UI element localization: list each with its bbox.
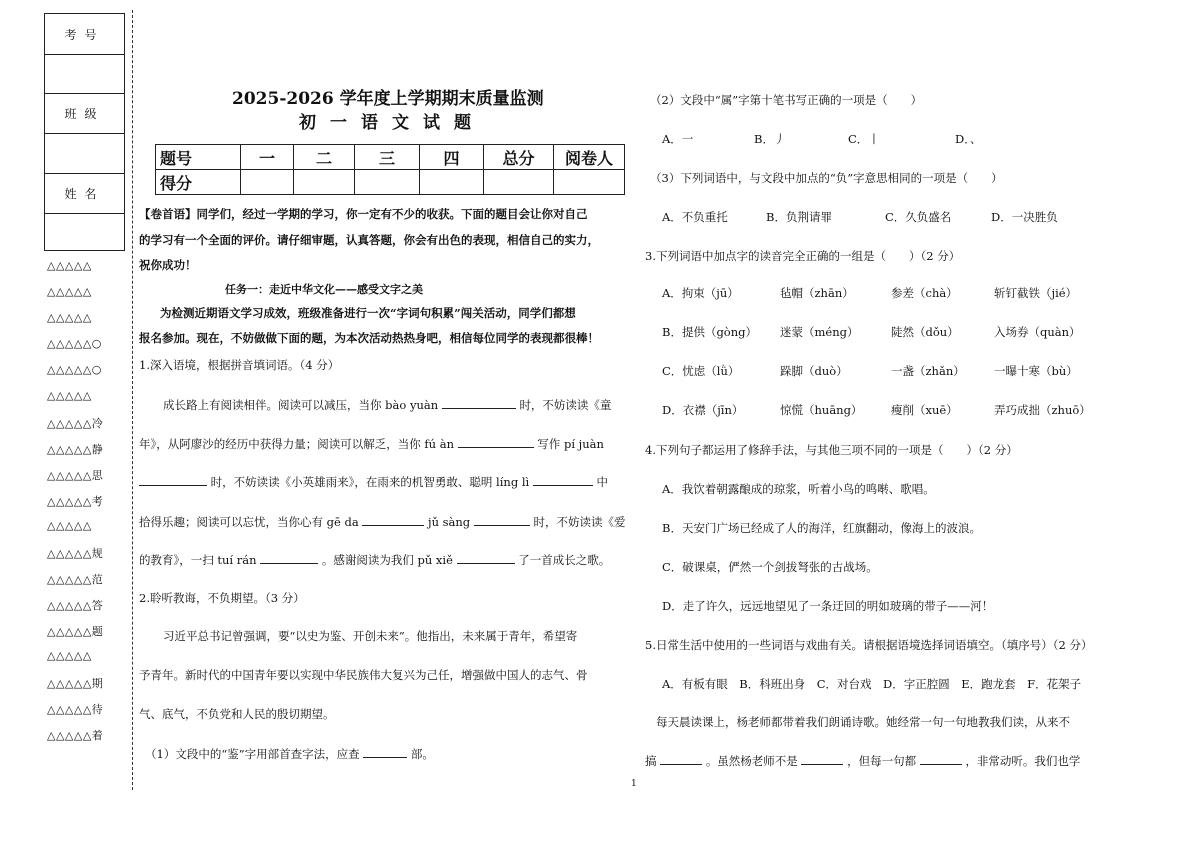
seal-line: △△△△△ xyxy=(47,519,92,532)
q2-sub3-option[interactable]: B．负荆请罪 xyxy=(766,210,832,224)
q5-options: A．有板有眼 B．科班出身 C．对台戏 D．字正腔圆 E．跑龙套 F．花架子 xyxy=(662,677,1082,691)
q3-option[interactable]: B．提供（gòng） xyxy=(662,325,758,339)
name-field[interactable] xyxy=(45,213,124,252)
seal-line: △△△△△冷 xyxy=(47,417,104,430)
seal-line: △△△△△范 xyxy=(47,573,104,586)
q4-option[interactable]: A．我饮着朝露酿成的琼浆，听着小鸟的鸣啭、歌唱。 xyxy=(662,482,935,496)
seal-line: △△△△△规 xyxy=(47,547,104,560)
q2-passage-line: 习近平总书记曾强调，要“以史为鉴、开创未来”。他指出，未来属于青年，希望寄 xyxy=(163,629,578,643)
q3-option-word: 一曝十寒（bù） xyxy=(994,364,1078,378)
score-input-cell[interactable] xyxy=(241,170,294,195)
seal-line: △△△△△待 xyxy=(47,703,104,716)
preface-line xyxy=(139,206,588,222)
seal-line: △△△△△○ xyxy=(47,337,102,350)
exam-number-label: 考号 xyxy=(64,27,105,42)
q1-text: 成长路上有阅读相伴。阅读可以减压，当你 bào yuàn xyxy=(163,398,439,412)
score-header-cell: 阅卷人 xyxy=(554,145,625,170)
seal-line: △△△△△○ xyxy=(47,363,102,376)
preface-text: 同学们，经过一学期的学习，你一定有不少的收获。下面的题目会让你对自己 xyxy=(196,207,588,221)
class-label: 班级 xyxy=(45,93,124,133)
seal-line: △△△△△期 xyxy=(47,677,104,690)
score-table-header-row xyxy=(156,145,625,170)
q1-text: 。感谢阅读为我们 pǔ xiě xyxy=(321,553,453,567)
q5-text: ，但每一句都 xyxy=(847,754,917,768)
question-2-stem: 2.聆听教诲，不负期望。（3 分） xyxy=(139,591,305,605)
q3-option-word: 一盏（zhǎn） xyxy=(891,364,965,378)
q1-line xyxy=(139,514,625,530)
task-intro-line: 报名参加。现在，不妨做做下面的题，为本次活动热热身吧，相信每位同学的表现都很棒！ xyxy=(139,331,599,345)
score-header-cell: 三 xyxy=(355,145,420,170)
seal-line: △△△△△ xyxy=(47,389,92,402)
q1-answer-blank[interactable] xyxy=(362,514,424,526)
seal-line: △△△△△思 xyxy=(47,469,104,482)
q2-sub3-option[interactable]: A．不负重托 xyxy=(662,210,728,224)
score-input-cell[interactable] xyxy=(355,170,420,195)
question-5-stem: 5.日常生活中使用的一些词语与戏曲有关。请根据语境选择词语填空。（填序号）（2 分） xyxy=(645,638,1093,652)
q1-text: 中 xyxy=(596,475,609,489)
q1-answer-blank[interactable] xyxy=(442,397,516,409)
q3-option-word: 跺脚（duò） xyxy=(780,364,848,378)
q2-sub1-text: 部。 xyxy=(410,747,434,761)
score-input-cell[interactable] xyxy=(294,170,355,195)
seal-line: △△△△△题 xyxy=(47,625,104,638)
q3-option-word: 瘦削（xuē） xyxy=(891,403,958,417)
q1-text: 了一首成长之歌。 xyxy=(518,553,611,567)
q3-option-word: 斩钉截铁（jié） xyxy=(994,286,1078,300)
q1-line xyxy=(139,474,608,490)
seal-line: △△△△△ xyxy=(47,285,92,298)
exam-subtitle: 初一语文试题 xyxy=(299,113,485,133)
q1-line xyxy=(139,552,610,568)
q3-option-word: 惊慌（huāng） xyxy=(780,403,863,417)
task-title: 任务一：走近中华文化——感受文字之美 xyxy=(225,283,423,296)
q1-text: 的教育》，一扫 tuí rán xyxy=(139,553,257,567)
q5-answer-blank[interactable] xyxy=(660,753,702,765)
q5-answer-blank[interactable] xyxy=(920,753,962,765)
q2-sub2-option[interactable]: A．一 xyxy=(662,132,694,146)
seal-line: △△△△△静 xyxy=(47,443,104,456)
q4-option[interactable]: B．天安门广场已经成了人的海洋，红旗翻动，像海上的波浪。 xyxy=(662,521,981,535)
score-header-cell: 四 xyxy=(420,145,484,170)
q2-sub1-text: （1）文段中的“鉴”字用部首查字法，应查 xyxy=(145,747,360,761)
q1-line xyxy=(163,397,611,413)
q2-sub1 xyxy=(145,746,434,762)
q5-text: 。虽然杨老师不是 xyxy=(705,754,798,768)
q2-sub2: （2）文段中“属”字第十笔书写正确的一项是（ ） xyxy=(650,93,923,107)
q5-text: ，非常动听。我们也学 xyxy=(965,754,1081,768)
q2-sub3-option[interactable]: D．一决胜负 xyxy=(991,210,1058,224)
page-number: 1 xyxy=(631,779,637,789)
seal-line: △△△△△着 xyxy=(47,729,104,742)
q2-sub2-option[interactable]: B．丿 xyxy=(754,132,786,146)
score-input-cell[interactable] xyxy=(420,170,484,195)
q2-sub2-option[interactable]: D．、 xyxy=(955,132,982,146)
student-info-box xyxy=(44,13,125,251)
score-header-cell: 二 xyxy=(294,145,355,170)
q1-answer-blank[interactable] xyxy=(533,474,593,486)
seal-line: △△△△△考 xyxy=(47,495,104,508)
q1-text: 拾得乐趣；阅读可以忘忧，当你心有 gē da xyxy=(139,515,359,529)
q2-passage-line: 气、底气，不负党和人民的殷切期望。 xyxy=(139,707,335,721)
seal-line: △△△△△ xyxy=(47,649,92,662)
class-field[interactable] xyxy=(45,133,124,173)
seal-line: △△△△△ xyxy=(47,259,92,272)
q4-option[interactable]: C．破课桌，俨然一个剑拔弩张的古战场。 xyxy=(662,560,878,574)
exam-title: 2025-2026 学年度上学期期末质量监测 xyxy=(232,89,544,109)
score-header-cell: 一 xyxy=(241,145,294,170)
q1-text: 时，不妨读读《童 xyxy=(519,398,612,412)
seal-line: △△△△△ xyxy=(47,311,92,324)
score-input-cell[interactable] xyxy=(484,170,554,195)
q5-passage-line: 每天晨读课上，杨老师都带着我们朗诵诗歌。她经常一句一句地教我们读，从来不 xyxy=(656,715,1070,729)
question-3-stem: 3.下列词语中加点字的读音完全正确的一组是（ ）（2 分） xyxy=(645,249,961,263)
score-table xyxy=(155,144,625,195)
q5-text: 搞 xyxy=(645,754,657,768)
q1-answer-blank[interactable] xyxy=(474,514,530,526)
q3-option-word: 迷蒙（méng） xyxy=(780,325,859,339)
q2-sub3-option[interactable]: C．久负盛名 xyxy=(885,210,952,224)
q1-text: 时，不妨读读《小英雄雨来》，在雨来的机智勇敢、聪明 líng lì xyxy=(210,475,530,489)
question-1-stem: 1.深入语境，根据拼音填词语。（4 分） xyxy=(139,358,340,372)
score-table-score-row xyxy=(156,170,625,195)
question-4-stem: 4.下列句子都运用了修辞手法，与其他三项不同的一项是（ ）（2 分） xyxy=(645,443,1018,457)
score-row-label: 得分 xyxy=(156,170,241,195)
q1-answer-blank[interactable] xyxy=(139,474,207,486)
q3-option-word: 入场券（quàn） xyxy=(994,325,1081,339)
exam-number-field[interactable] xyxy=(45,54,124,93)
q1-text: 年》，从阿廖沙的经历中获得力量；阅读可以解乏，当你 fú àn xyxy=(139,437,454,451)
q2-sub2-option[interactable]: C．丨 xyxy=(848,132,880,146)
q3-option-word: 弄巧成拙（zhuō） xyxy=(994,403,1091,417)
preface-line: 的学习有一个全面的评价。请仔细审题，认真答题，你会有出色的表现，相信自己的实力， xyxy=(139,233,599,247)
q5-passage-line xyxy=(645,753,1080,769)
q1-text: 写作 pí juàn xyxy=(537,437,604,451)
q1-text: jǔ sàng xyxy=(428,515,471,529)
q5-answer-blank[interactable] xyxy=(801,753,843,765)
q3-option-word: 陡然（dǒu） xyxy=(891,325,959,339)
q1-answer-blank[interactable] xyxy=(260,552,318,564)
q3-option-word: 参差（chà） xyxy=(891,286,958,300)
score-input-cell[interactable] xyxy=(554,170,625,195)
score-header-cell: 题号 xyxy=(156,145,241,170)
score-header-cell: 总分 xyxy=(484,145,554,170)
q1-answer-blank[interactable] xyxy=(457,552,515,564)
q3-option[interactable]: C．忧虑（lǜ） xyxy=(662,364,740,378)
q3-option[interactable]: A．拘束（jū） xyxy=(662,286,739,300)
name-label: 姓名 xyxy=(45,173,124,213)
q1-line xyxy=(139,436,604,452)
q1-answer-blank[interactable] xyxy=(458,436,534,448)
q2-sub3: （3）下列词语中，与文段中加点的“负”字意思相同的一项是（ ） xyxy=(650,171,1003,185)
seal-line: △△△△△答 xyxy=(47,599,104,612)
q3-option[interactable]: D．衣襟（jīn） xyxy=(662,403,744,417)
preface-lead: 【卷首语】 xyxy=(139,207,197,221)
task-intro-line: 为检测近期语文学习成效，班级准备进行一次“字词句积累”闯关活动，同学们都想 xyxy=(160,306,576,320)
preface-line: 祝你成功！ xyxy=(139,258,197,272)
binding-cut-line xyxy=(132,10,133,790)
q2-sub1-answer-blank[interactable] xyxy=(363,746,407,758)
q3-option-word: 毡帽（zhān） xyxy=(780,286,854,300)
q2-passage-line: 予青年。新时代的中国青年要以实现中华民族伟大复兴为己任，增强做中国人的志气、骨 xyxy=(139,668,588,682)
q4-option[interactable]: D．走了许久，远远地望见了一条迂回的明如玻璃的带子——河！ xyxy=(662,599,994,613)
q1-text: 时，不妨读读《爱 xyxy=(533,515,626,529)
